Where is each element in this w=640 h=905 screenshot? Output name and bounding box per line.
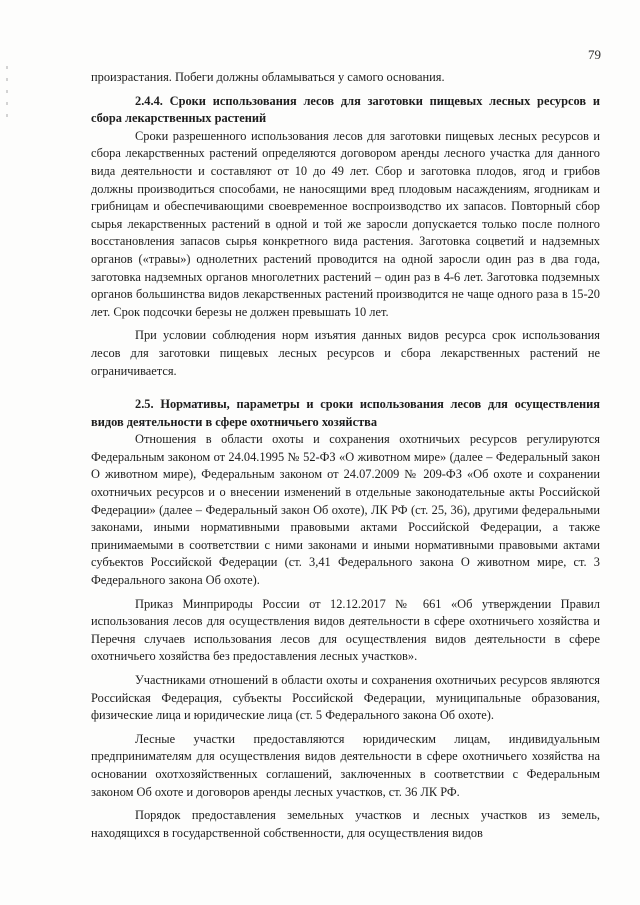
paragraph-ministry-order: Приказ Минприроды России от 12.12.2017 № 661 «Об утверждении Правил использования лесов для осуществления видов деятельности в сфере охотничьего хозяйства и Перечня случаев использования лесов для осуществления видов деятельности в сфере охотничьего хозяйства без предоставления лесных участков».: [91, 596, 600, 664]
paragraph-continuation: произрастания. Побеги должны обламываться у самого основания.: [91, 70, 445, 84]
paragraph-harvest-terms: Сроки разрешенного использования лесов для заготовки пищевых лесных ресурсов и сбора лекарственных растений определяются договором аренды лесного участка для данного вида деятельности и составляют от 10 до 49 лет. Сбор и заготовка плодов, ягод и грибов должны производиться способами, не наносящими вред плодовым насаждениям, ягодникам и грибницам и обеспечивающими своевременное воспроизводство их запасов. Повторный сбор сырья лекарственных растений в одной и той же заросли допускается только после полного восстановления запасов сырья конкретного вида растения. Заготовка соцветий и надземных органов («травы») однолетних растений проводится на одной заросли один раз в два года, заготовка надземных органов многолетних растений – один раз в 4-6 лет. Заготовка подземных органов большинства видов лекарственных растений производится не чаще одного раза в 15-20 лет. Срок подсочки березы не должен превышать 10 лет.: [91, 128, 600, 319]
paragraph-hunting-regulation: Отношения в области охоты и сохранения охотничьих ресурсов регулируются Федеральным законом от 24.04.1995 № 52-ФЗ «О животном мире» (далее – Федеральный закон О животном мире), Федеральным законом от 24.07.2009 № 209-ФЗ «Об охоте и сохранении охотничьих ресурсов и о внесении изменений в отдельные законодательные акты Российской Федерации» (далее – Федеральный закон Об охоте), ЛК РФ (ст. 25, 36), другими федеральными законами, иными нормативными правовыми актами Российской Федерации, а также принимаемыми в соответствии с ними законами и иными нормативными правовыми актами субъектов Российской Федерации (ст. 3,41 Федерального закона О животном мире, ст. 3 Федерального закона Об охоте).: [91, 432, 600, 588]
section-heading-2-5: 2.5. Нормативы, параметры и сроки использования лесов для осуществления видов деятельности в сфере охотничьего хозяйства: [91, 397, 600, 429]
section-heading-2-4-4: 2.4.4. Сроки использования лесов для заготовки пищевых лесных ресурсов и сбора лекарственных растений: [91, 93, 600, 126]
paragraph-forest-plots: Лесные участки предоставляются юридическим лицам, индивидуальным предпринимателям для осуществления видов деятельности в сфере охотничьего хозяйства на основании охотхозяйственных соглашений, заключенных в соответствии с Федеральным законом Об охоте и договоров аренды лесных участков, ст. 36 ЛК РФ.: [91, 731, 600, 799]
paragraph-participants: Участниками отношений в области охоты и сохранения охотничьих ресурсов являются Российская Федерация, субъекты Российской Федерации, муниципальные образования, физические лица и юридические лица (ст. 5 Федерального закона Об охоте).: [91, 673, 600, 723]
paragraph-unlimited-term: При условии соблюдения норм изъятия данных видов ресурса срок использования лесов для заготовки пищевых лесных ресурсов и сбора лекарственных растений не ограничивается.: [91, 328, 600, 378]
page-number: 79: [588, 47, 601, 62]
scan-margin-marks: [6, 66, 9, 136]
paragraph-procedure: Порядок предоставления земельных участков и лесных участков из земель, находящихся в государственной собственности, для осуществления видов: [91, 808, 600, 840]
document-body: [91, 69, 600, 842]
